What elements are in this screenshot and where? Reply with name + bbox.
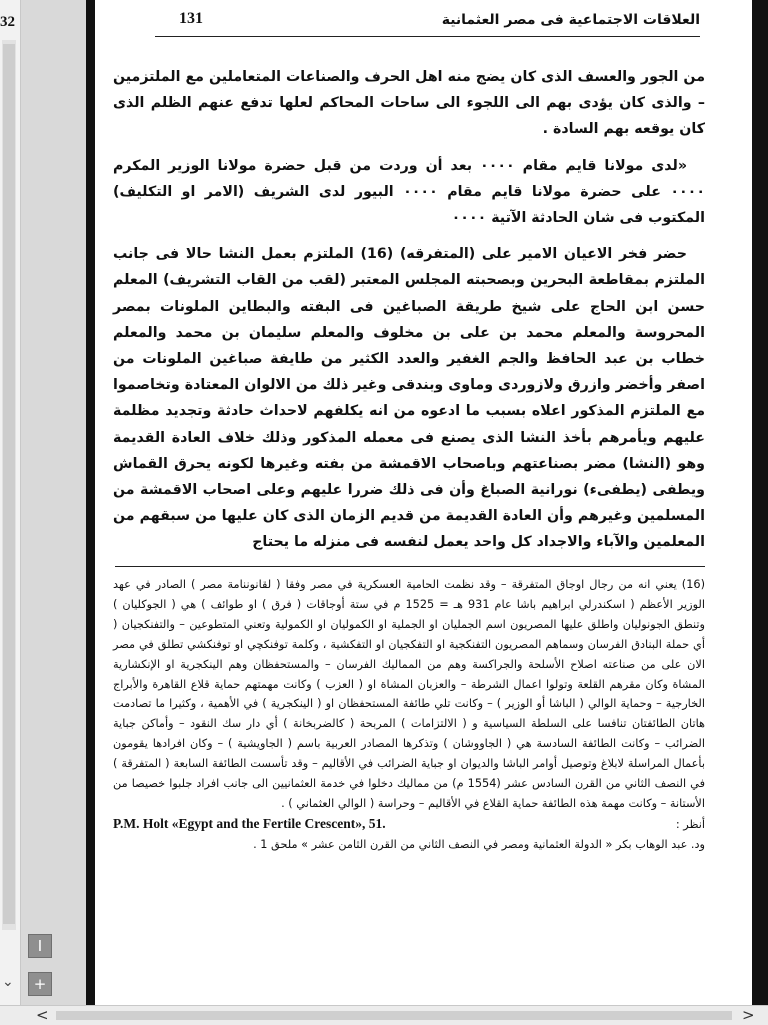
running-title: العلاقات الاجتماعية فى مصر العثمانية (441, 12, 700, 28)
paragraph-2: «لدى مولانا قايم مقام ٠٠٠٠ بعد أن وردت من قبل حضرة مولانا الوزير المكرم ٠٠٠٠ على حضرة مولانا قايم مقام ٠٠٠٠ البيور لدى الشريف (الامر او التكليف) المكتوب فى شان الحادثة الآتية ٠٠٠٠ (113, 157, 705, 227)
paragraph-3: حضر فخر الاعيان الامير على (المتفرقه) (16) الملتزم بعمل النشا حالا فى جانب الملتزم بمقاطعة البحرين وبصحبته المجلس المعتبر (لقب من القاب التشريف) المعلم حسن ابن الحاج على شيخ طريقة الصباغين فى البفته والبطاين الملونات بمصر المحروسة والمعلم محمد بن على بن مخلوف والمعلم سليمان بن محمد والمعلم خطاب بن عبد الحافظ والجم الغفير والعدد الكثير من طايفة صباغين الملونات من اصفر وأخضر وازرق ولازوردى وماوى وبندقى وغير ذلك من الالوان المعتادة وتخاصموا مع الملتزم المذكور اعلاه بسبب ما ادعوه من انه يكلفهم لاحداث حادثة وتجديد مظلمة عليهم ويأمرهم بأخذ النشا الذى يصنع فى معمله المذكور وذلك خلاف العادة القديمة وهو (النشا) مضر بصناعتهم وباصحاب الاقمشة من بفته وغيرها لكونه يحرق القماش ويطفى (يطفىء) نورانية الصباغ وأن فى ذلك ضررا عليهم وعلى اصحاب الاقمشة من المسلمين وغيرهم وأن العادة القديمة من قديم الزمان الذى كان عليها من سبقهم من المعلمين والآباء والاجداد كل واحد يعمل لنفسه فى منزله ما يحتاج (113, 246, 705, 551)
reference-arabic: ود. عبد الوهاب بكر « الدولة العثمانية ومصر في النصف الثاني من القرن الثامن عشر » ملحق 1 . (253, 837, 705, 851)
horizontal-scrollbar[interactable] (0, 1005, 768, 1025)
reference-english: P.M. Holt «Egypt and the Fertile Crescent», 51. (113, 815, 386, 831)
previous-page-number: 32 (0, 14, 15, 30)
scroll-right-icon[interactable]: > (742, 1006, 755, 1024)
zoom-out-button[interactable]: I (28, 934, 52, 958)
footnote-block (113, 575, 705, 855)
document-page (95, 0, 752, 1005)
page-header (155, 10, 700, 37)
scroll-left-icon[interactable]: < (36, 1006, 49, 1024)
chevron-down-icon[interactable]: ⌄ (2, 974, 14, 990)
zoom-in-button[interactable]: + (28, 972, 52, 996)
footnote-16: (16) يعني انه من رجال اوجاق المتفرقة – وقد نظمت الحامية العسكرية في مصر وفقا ( لقانوننامة مصر ) الصادر في عهد الوزير الأعظم ( اسكندرلي ابراهيم باشا عام 931 هـ = 1525 م في ستة أوجاقات ( فرق ) او طوائف ) هي ( الجوكليان ) وتنطق الجونوليان واطلق عليها المصريون اسم الجمليان او الجملية او الكمولیان او الكمولية وتعني المتطوعين – والتفنكجيان ( أي حملة البنادق الفرسان وسماهم المصريون التفنكجية او التفكجيان او التفكشية ، وكلمة توفنكچي او توفنكشي تطلق في مصر الان على من صناعته اصلاح الأسلحة والجراكسة وهم من المماليك الفرسان – والمستحفظان وهم الينكجرية او الإنكشارية المشاة وكان مقرهم القلعة وتولوا اعمال الشرطة – والعزبان المشاة او ( العزب ) وكانت مهمتهم حماية قلاع القاهرة والأبراج الخارجية – وحماية الوالي ( الباشا أو الوزير ) – وكانت تلي طائفة المستحفظان او ( الينكجرية ) في الأهمية ، وكثيرا ما تصادمت هاتان الطائفتان تنافسا على السلطة السياسية و ( الالتزامات ) المربحة ( كالضربخانة ) أي دار سك النقود – وأماكن جباية الضرائب – وكانت الطائفة السادسة هي ( الجاووشان ) وتذكرها المصادر العربية باسم ( الجاويشية ) – وكان افرادها يقومون بأعمال المراسلة لابلاغ وتوصيل أوامر الباشا والديوان او جباية الضرائب في الأقاليم – وقد تأسست الطائفة السابعة ( المتفرقة ) في النصف الثاني من القرن السادس عشر (1554 م) من مماليك دخلوا في خدمة العثمانيين الى جانب افراد جلبوا خصيصا من الأستانة – وكانت مهمة هذه الطائفة حماية القلاع في الأقاليم – وحراسة ( الوالي العثماني ) . (113, 578, 705, 810)
page-frame-left (86, 0, 95, 1005)
footnote-divider (115, 566, 705, 567)
body-text (113, 64, 705, 566)
horizontal-scroll-thumb[interactable] (56, 1011, 732, 1020)
page-number: 131 (179, 10, 203, 27)
paragraph-1: من الجور والعسف الذى كان يضج منه اهل الحرف والصناعات المتعاملين مع الملتزمين – والذى كان يؤدى بهم الى اللجوء الى ساحات المحاكم لعلها تدفع عنهم الظلم الذى كان يوقعه بهم السادة . (113, 69, 705, 138)
reference-prefix: أنظر : (675, 817, 705, 831)
footnote-reference-row (113, 814, 705, 835)
vertical-scroll-thumb[interactable] (3, 44, 15, 924)
left-gutter (0, 0, 21, 1005)
page-frame-right (752, 0, 768, 1005)
